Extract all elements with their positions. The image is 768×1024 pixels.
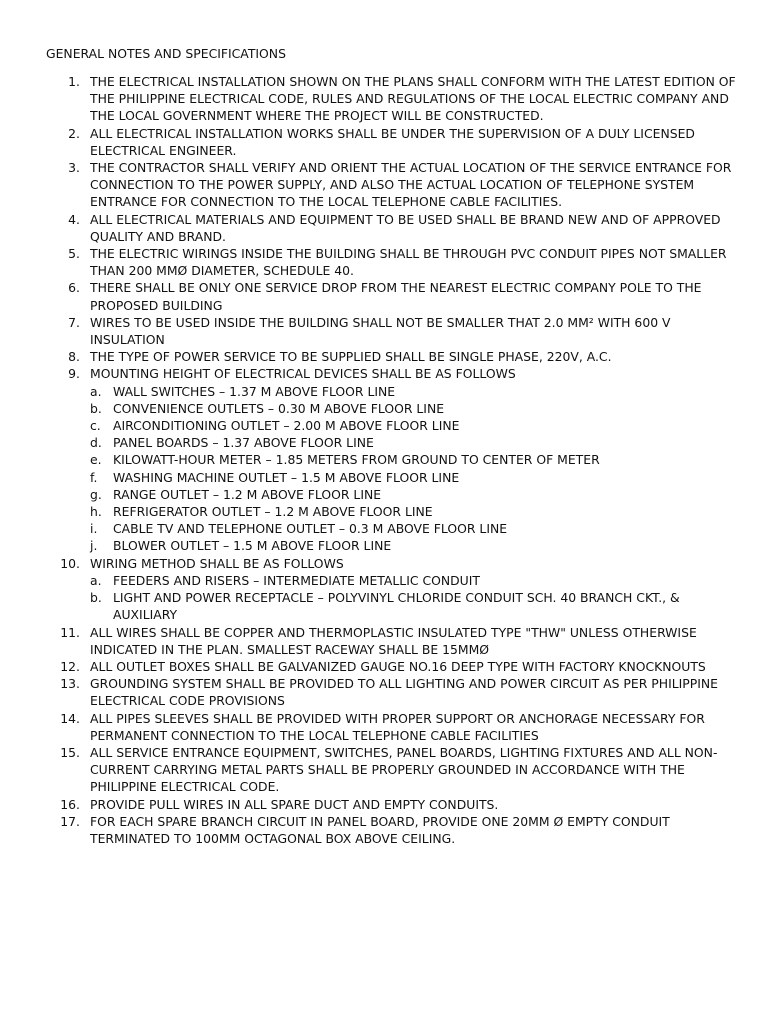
note-number: 8.	[68, 349, 80, 365]
sub-item-text: PANEL BOARDS – 1.37 ABOVE FLOOR LINE	[113, 435, 374, 451]
note-item	[46, 348, 736, 365]
note-item	[46, 279, 736, 313]
note-text: FOR EACH SPARE BRANCH CIRCUIT IN PANEL BOARD, PROVIDE ONE 20MM Ø EMPTY CONDUIT TERMINATED TO 100MM OCTAGONAL BOX ABOVE CEILING.	[90, 813, 670, 846]
note-text: MOUNTING HEIGHT OF ELECTRICAL DEVICES SHALL BE AS FOLLOWS	[90, 366, 516, 382]
sub-item-letter: i.	[90, 521, 98, 537]
note-item	[46, 73, 736, 125]
note-number: 15.	[60, 744, 80, 760]
sub-item-letter: d.	[90, 435, 102, 451]
note-item	[46, 796, 736, 813]
sub-item	[90, 400, 736, 417]
note-item	[46, 211, 736, 245]
note-number: 4.	[68, 211, 80, 227]
note-text: ALL ELECTRICAL INSTALLATION WORKS SHALL BE UNDER THE SUPERVISION OF A DULY LICENSED ELECTRICAL ENGINEER.	[90, 125, 695, 158]
note-item	[46, 314, 736, 348]
sub-item-text: RANGE OUTLET – 1.2 M ABOVE FLOOR LINE	[113, 486, 382, 502]
sub-item	[90, 589, 736, 623]
note-item	[46, 555, 736, 624]
note-text: THE CONTRACTOR SHALL VERIFY AND ORIENT THE ACTUAL LOCATION OF THE SERVICE ENTRANCE FOR CONNECTION TO THE POWER SUPPLY, AND ALSO THE ACTUAL LOCATION OF TELEPHONE SYSTEM ENTRANCE FOR CONNECTION TO THE LOCAL TELEPHONE CABLE FACILITIES.	[90, 160, 732, 210]
sub-item-letter: e.	[90, 452, 102, 468]
sub-item-text: CABLE TV AND TELEPHONE OUTLET – 0.3 M ABOVE FLOOR LINE	[113, 521, 508, 537]
sub-item-text: WALL SWITCHES – 1.37 M ABOVE FLOOR LINE	[113, 383, 396, 399]
sub-item-text: WASHING MACHINE OUTLET – 1.5 M ABOVE FLOOR LINE	[113, 469, 460, 485]
notes-list	[46, 73, 736, 847]
note-item	[46, 159, 736, 211]
sub-item	[90, 469, 736, 486]
sub-item-letter: b.	[90, 590, 102, 606]
sub-item	[90, 572, 736, 589]
note-text: WIRING METHOD SHALL BE AS FOLLOWS	[90, 555, 344, 571]
sub-item	[90, 434, 736, 451]
sub-list	[90, 383, 736, 555]
note-number: 5.	[68, 246, 80, 262]
note-number: 12.	[60, 658, 80, 674]
sub-item-letter: b.	[90, 400, 102, 416]
sub-item-text: REFRIGERATOR OUTLET – 1.2 M ABOVE FLOOR LINE	[113, 504, 433, 520]
note-item	[46, 624, 736, 658]
note-item	[46, 125, 736, 159]
note-number: 2.	[68, 125, 80, 141]
note-text: ALL SERVICE ENTRANCE EQUIPMENT, SWITCHES, PANEL BOARDS, LIGHTING FIXTURES AND ALL NON-CURRENT CARRYING METAL PARTS SHALL BE PROPERLY GROUNDED IN ACCORDANCE WITH THE PHILIPPINE ELECTRICAL CODE.	[90, 744, 718, 795]
note-item	[46, 710, 736, 744]
sub-item-text: LIGHT AND POWER RECEPTACLE – POLYVINYL CHLORIDE CONDUIT SCH. 40 BRANCH CKT., & AUXILIARY	[113, 590, 680, 623]
sub-list	[90, 572, 736, 624]
sub-item	[90, 417, 736, 434]
note-text: THE ELECTRIC WIRINGS INSIDE THE BUILDING SHALL BE THROUGH PVC CONDUIT PIPES NOT SMALLER THAN 200 MMØ DIAMETER, SCHEDULE 40.	[90, 246, 727, 279]
note-item	[46, 675, 736, 709]
note-number: 10.	[60, 555, 80, 571]
sub-item-text: KILOWATT-HOUR METER – 1.85 METERS FROM GROUND TO CENTER OF METER	[113, 452, 600, 468]
note-text: THERE SHALL BE ONLY ONE SERVICE DROP FROM THE NEAREST ELECTRIC COMPANY POLE TO THE PROPOSED BUILDING	[90, 280, 702, 313]
sub-item-letter: j.	[90, 538, 98, 554]
note-text: GROUNDING SYSTEM SHALL BE PROVIDED TO ALL LIGHTING AND POWER CIRCUIT AS PER PHILIPPINE ELECTRICAL CODE PROVISIONS	[90, 676, 718, 709]
note-text: ALL PIPES SLEEVES SHALL BE PROVIDED WITH PROPER SUPPORT OR ANCHORAGE NECESSARY FOR PERMANENT CONNECTION TO THE LOCAL TELEPHONE CABLE FACILITIES	[90, 710, 705, 743]
sub-item	[90, 520, 736, 537]
sub-item-letter: a.	[90, 383, 102, 399]
sub-item	[90, 451, 736, 468]
note-item	[46, 744, 736, 796]
sub-item	[90, 503, 736, 520]
sub-item-letter: f.	[90, 469, 98, 485]
sub-item	[90, 537, 736, 554]
sub-item-text: BLOWER OUTLET – 1.5 M ABOVE FLOOR LINE	[113, 538, 392, 554]
note-item	[46, 813, 736, 847]
sub-item-letter: c.	[90, 418, 101, 434]
note-number: 7.	[68, 314, 80, 330]
sub-item-text: CONVENIENCE OUTLETS – 0.30 M ABOVE FLOOR LINE	[113, 400, 445, 416]
note-number: 3.	[68, 160, 80, 176]
note-text: THE TYPE OF POWER SERVICE TO BE SUPPLIED SHALL BE SINGLE PHASE, 220V, A.C.	[90, 349, 612, 365]
note-number: 6.	[68, 280, 80, 296]
note-number: 17.	[60, 813, 80, 829]
note-text: ALL OUTLET BOXES SHALL BE GALVANIZED GAUGE NO.16 DEEP TYPE WITH FACTORY KNOCKNOUTS	[90, 658, 706, 674]
note-number: 9.	[68, 366, 80, 382]
sub-item-letter: h.	[90, 504, 102, 520]
note-item	[46, 365, 736, 554]
sub-item-letter: g.	[90, 486, 102, 502]
note-text: PROVIDE PULL WIRES IN ALL SPARE DUCT AND EMPTY CONDUITS.	[90, 796, 499, 812]
note-number: 13.	[60, 676, 80, 692]
sub-item-text: AIRCONDITIONING OUTLET – 2.00 M ABOVE FLOOR LINE	[113, 418, 460, 434]
note-text: ALL ELECTRICAL MATERIALS AND EQUIPMENT TO BE USED SHALL BE BRAND NEW AND OF APPROVED QUALITY AND BRAND.	[90, 211, 721, 244]
note-item	[46, 658, 736, 675]
sub-item	[90, 383, 736, 400]
note-text: ALL WIRES SHALL BE COPPER AND THERMOPLASTIC INSULATED TYPE "THW" UNLESS OTHERWISE INDICATED IN THE PLAN. SMALLEST RACEWAY SHALL BE 15MMØ	[90, 624, 697, 657]
note-number: 14.	[60, 710, 80, 726]
note-text: THE ELECTRICAL INSTALLATION SHOWN ON THE PLANS SHALL CONFORM WITH THE LATEST EDITION OF THE PHILIPPINE ELECTRICAL CODE, RULES AND REGULATIONS OF THE LOCAL ELECTRIC COMPANY AND THE LOCAL GOVERNMENT WHERE THE PROJECT WILL BE CONSTRUCTED.	[90, 74, 736, 124]
note-number: 16.	[60, 796, 80, 812]
sub-item-letter: a.	[90, 572, 102, 588]
sub-item	[90, 486, 736, 503]
sub-item-text: FEEDERS AND RISERS – INTERMEDIATE METALLIC CONDUIT	[113, 572, 480, 588]
note-number: 1.	[68, 74, 80, 89]
note-item	[46, 245, 736, 279]
document-title: GENERAL NOTES AND SPECIFICATIONS	[46, 46, 286, 61]
note-text: WIRES TO BE USED INSIDE THE BUILDING SHALL NOT BE SMALLER THAT 2.0 MM² WITH 600 V INSULATION	[90, 314, 671, 348]
note-number: 11.	[60, 624, 80, 640]
